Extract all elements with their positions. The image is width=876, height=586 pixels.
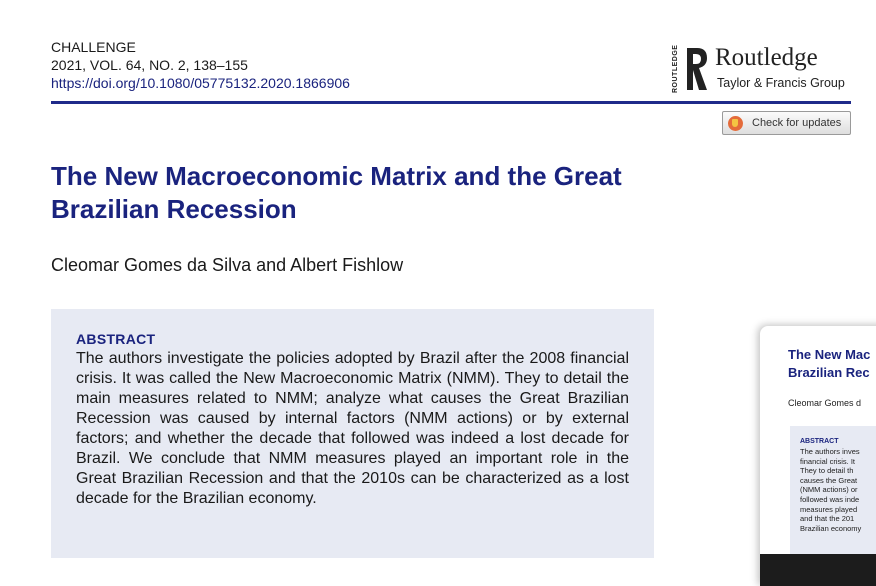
abstract-text: The authors investigate the policies adopted by Brazil after the 2008 financial crisis. It was called the New Macroeconomic Matrix (NMM). They to detail the main measures related to NMM; analyze what causes the Great Brazilian Recession was caused by internal factors (NMM actions) or by external factors; and whether the decade that followed was indeed a lost decade for Brazil. We conclude that NMM measures played an important role in the Great Brazilian Recession and that the 2010s can be characterized as a lost decade for the Brazilian economy.: [76, 350, 629, 507]
thumbnail-title: The New Mac Brazilian Rec: [788, 347, 871, 380]
page-thumbnail-preview[interactable]: [760, 326, 876, 586]
thumbnail-authors: Cleomar Gomes d: [788, 398, 862, 408]
doi-link[interactable]: https://doi.org/10.1080/05775132.2020.1866906: [51, 75, 350, 91]
header-rule: [51, 101, 851, 104]
abstract-heading: ABSTRACT: [76, 331, 156, 347]
check-for-updates-label: Check for updates: [752, 117, 842, 129]
journal-name: CHALLENGE: [51, 39, 136, 55]
thumbnail-abstract-text: The authors inves financial crisis. It They to detail th causes the Great (NMM actions) or followed was inde measures played and that the 201 Brazilian economy: [800, 447, 862, 533]
thumbnail-abstract-heading: ABSTRACT: [800, 438, 839, 445]
journal-info: [51, 38, 350, 92]
thumbnail-abstract-box: [790, 426, 876, 556]
article-title: The New Macroeconomic Matrix and the Great Brazilian Recession: [51, 161, 622, 224]
abstract-box: [51, 309, 654, 558]
check-for-updates-button[interactable]: [722, 111, 851, 135]
crossmark-icon: [728, 116, 743, 131]
routledge-r-icon: [684, 45, 710, 93]
article-authors: Cleomar Gomes da Silva and Albert Fishlow: [51, 255, 404, 275]
routledge-logo: [672, 42, 857, 97]
publisher-group: Taylor & Francis Group: [717, 76, 845, 90]
publisher-name: Routledge: [715, 44, 818, 71]
journal-citation: 2021, VOL. 64, NO. 2, 138–155: [51, 57, 248, 73]
logo-vertical-text: ROUTLEDGE: [672, 44, 679, 94]
thumbnail-toolbar: [760, 554, 876, 586]
